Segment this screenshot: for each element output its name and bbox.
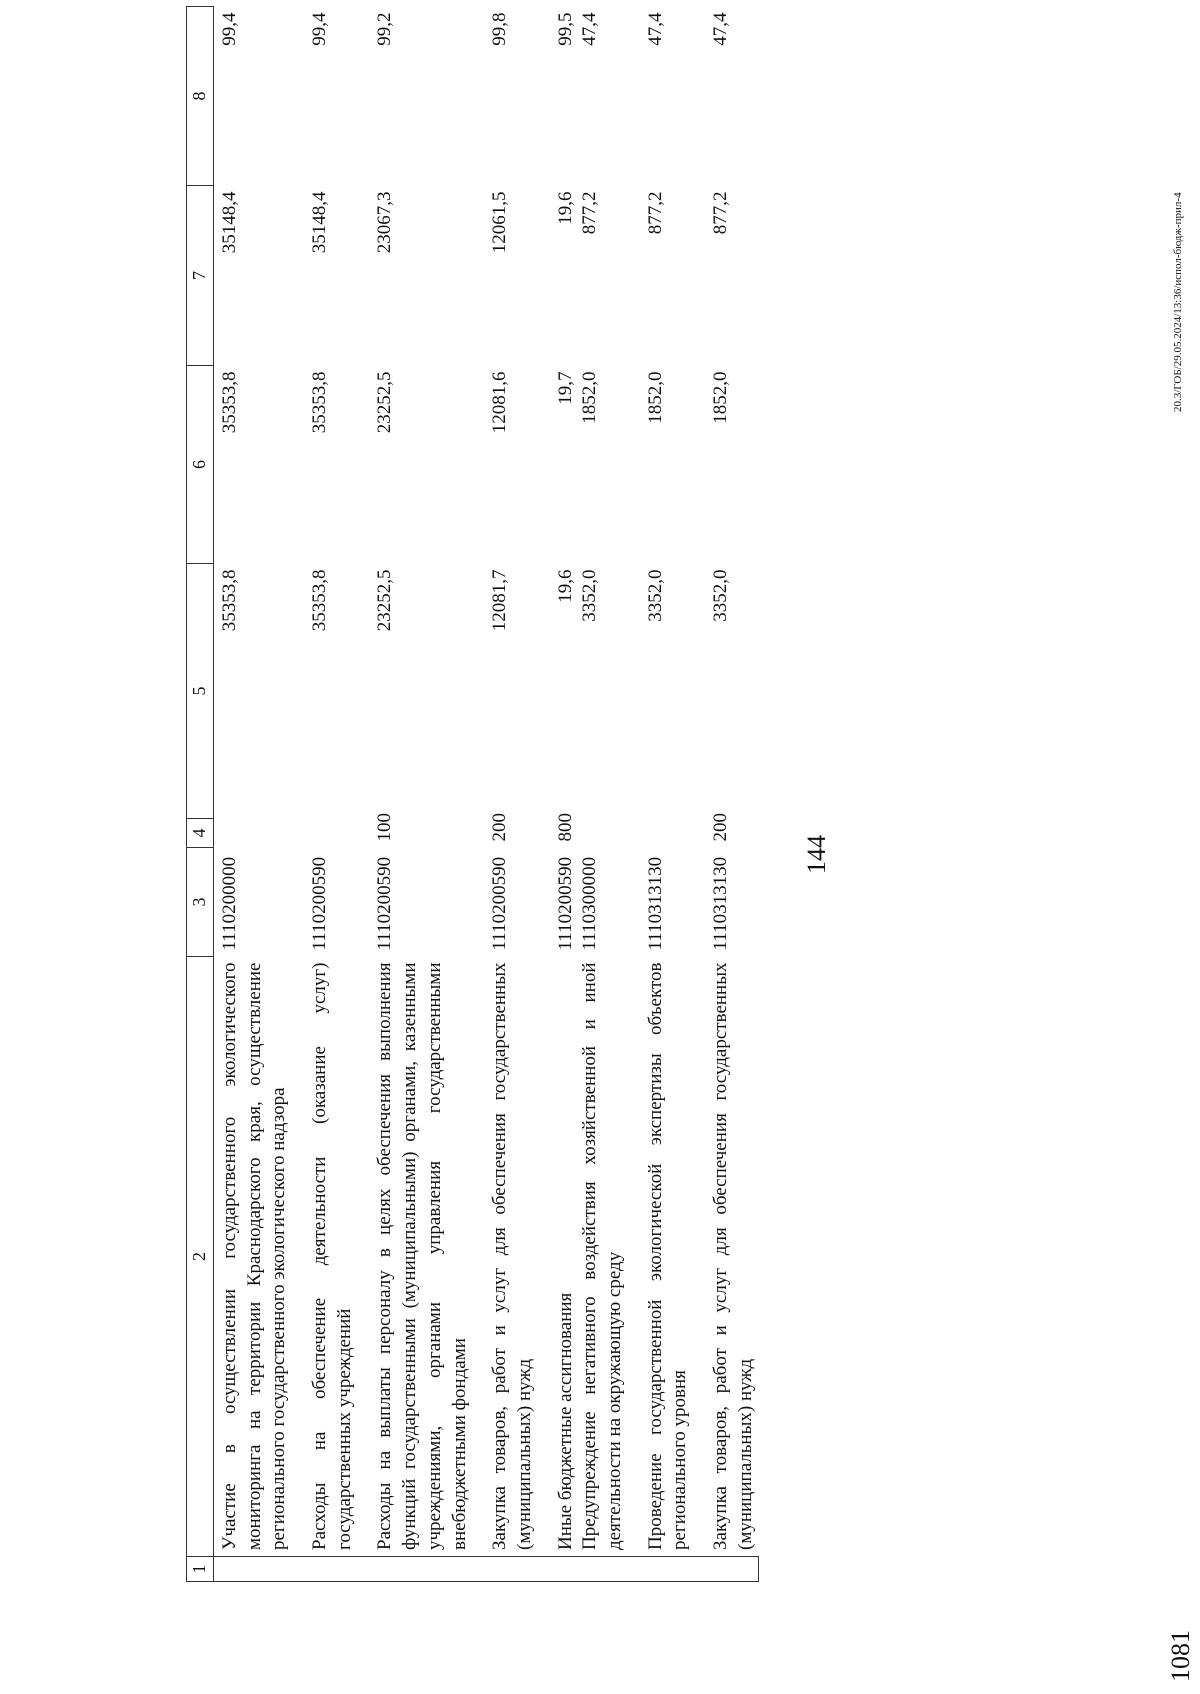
table-header-row — [187, 7, 214, 1582]
row-vr: 800 — [554, 813, 576, 842]
row-value-5: 35353,8 — [219, 569, 240, 632]
row-code: 1110300000 — [579, 856, 601, 951]
row-value-6: 35353,8 — [219, 371, 240, 434]
row-value-7: 12061,5 — [489, 191, 511, 254]
row-value-5: 19,6 — [554, 569, 576, 603]
table-row — [578, 7, 627, 1582]
row-value-6: 23252,5 — [374, 371, 396, 434]
row-vr: 200 — [489, 813, 511, 842]
table-row — [554, 7, 579, 1582]
row-index-cell — [373, 1557, 472, 1582]
row-vr — [308, 819, 357, 848]
row-value-5: 35353,8 — [309, 569, 331, 632]
row-value-6: 35353,8 — [309, 371, 331, 434]
row-value-8: 99,5 — [554, 12, 576, 46]
row-value-7: 23067,3 — [374, 191, 396, 254]
row-name: Закупка товаров, работ и услуг для обеспечения государственных (муниципальных) нужд — [489, 962, 535, 1550]
column-header: 3 — [187, 848, 214, 957]
table-row — [308, 7, 357, 1582]
budget-table — [186, 6, 759, 1582]
row-name: Закупка товаров, работ и услуг для обеспечения государственных (муниципальных) нужд — [710, 962, 756, 1550]
document-footer-code: 20.3/ГОБ/29.05.2024/13:36/испол-бюдж-прил-4 — [1172, 192, 1184, 412]
table-row — [709, 7, 758, 1582]
sheet-number: 1081 — [1166, 1630, 1195, 1682]
row-code: 1110200590 — [309, 856, 331, 951]
row-value-8: 99,4 — [309, 12, 331, 46]
row-value-8: 47,4 — [710, 12, 731, 46]
row-index-cell — [578, 1557, 627, 1582]
row-code: 1110313130 — [644, 856, 666, 951]
row-value-8: 47,4 — [644, 12, 666, 46]
row-value-7: 35148,4 — [219, 191, 240, 254]
row-vr: 200 — [710, 813, 731, 842]
row-index-cell — [308, 1557, 357, 1582]
row-value-7: 877,2 — [644, 191, 666, 235]
column-header: 2 — [187, 957, 214, 1557]
row-name: Предупреждение негативного воздействия хозяйственной и иной деятельности на окружающую среду — [579, 962, 625, 1550]
row-spacer — [628, 7, 644, 1582]
row-spacer — [693, 7, 709, 1582]
row-index-cell — [488, 1557, 537, 1582]
column-header: 5 — [187, 564, 214, 819]
row-index-cell — [554, 1557, 579, 1582]
row-index-cell — [709, 1557, 758, 1582]
row-value-8: 99,8 — [489, 12, 511, 46]
column-header: 1 — [187, 1557, 214, 1582]
row-vr — [644, 819, 693, 848]
row-value-6: 1852,0 — [579, 371, 601, 424]
table-row — [488, 7, 537, 1582]
row-value-5: 3352,0 — [710, 569, 731, 622]
row-name: Расходы на выплаты персоналу в целях обеспечения выполнения функций государственными (муниципальными) органами, казенными учреждениями, органами управления государственными внебюджетными фондами — [374, 962, 470, 1550]
row-value-5: 23252,5 — [374, 569, 396, 632]
row-code: 1110200000 — [219, 856, 240, 951]
column-header: 4 — [187, 819, 214, 848]
row-value-6: 12081,6 — [489, 371, 511, 434]
column-header: 8 — [187, 7, 214, 186]
row-value-7: 19,6 — [554, 191, 576, 225]
row-index-cell — [644, 1557, 693, 1582]
row-index-cell — [214, 1557, 293, 1582]
row-value-7: 877,2 — [710, 191, 731, 235]
page-number: 144 — [802, 835, 831, 874]
column-header: 6 — [187, 366, 214, 564]
row-code: 1110200590 — [554, 856, 576, 951]
row-code: 1110200590 — [489, 856, 511, 951]
row-value-8: 99,4 — [219, 12, 240, 46]
column-header: 7 — [187, 186, 214, 366]
row-name: Расходы на обеспечение деятельности (оказание услуг) государственных учреждений — [309, 962, 355, 1550]
table-row — [373, 7, 472, 1582]
row-name: Проведение государственной экологической экспертизы объектов регионального уровня — [644, 962, 691, 1550]
table-row — [644, 7, 693, 1582]
row-value-8: 99,2 — [374, 12, 396, 46]
row-spacer — [357, 7, 373, 1582]
row-vr: 100 — [374, 813, 396, 842]
row-value-5: 3352,0 — [579, 569, 601, 622]
row-value-5: 3352,0 — [644, 569, 666, 622]
row-value-8: 47,4 — [579, 12, 601, 46]
row-spacer — [538, 7, 554, 1582]
row-value-6: 1852,0 — [710, 371, 731, 424]
row-value-6: 1852,0 — [644, 371, 666, 424]
row-spacer — [472, 7, 488, 1582]
row-vr — [578, 819, 627, 848]
row-code: 1110313130 — [710, 856, 731, 951]
row-code: 1110200590 — [374, 856, 396, 951]
row-vr — [214, 819, 293, 848]
row-value-7: 35148,4 — [309, 191, 331, 254]
table-row — [214, 7, 293, 1582]
row-name: Иные бюджетные ассигнования — [554, 1292, 576, 1550]
row-spacer — [292, 7, 308, 1582]
row-name: Участие в осуществлении государственного экологического мониторинга на территории Краснодарского края, осуществление регионального государственного экологического надзора — [219, 962, 290, 1550]
row-value-5: 12081,7 — [489, 569, 511, 632]
row-value-7: 877,2 — [579, 191, 601, 235]
row-value-6: 19,7 — [554, 371, 576, 405]
